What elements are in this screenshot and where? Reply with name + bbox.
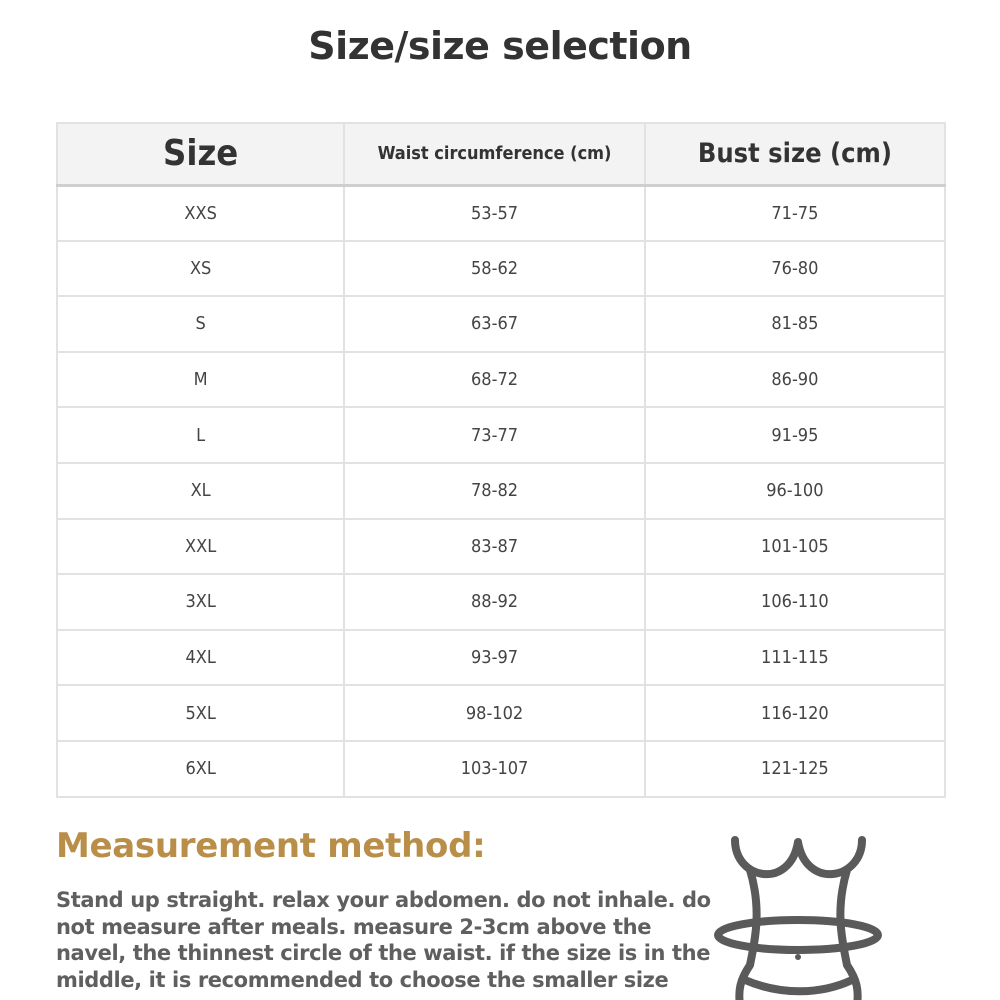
body-waist-measure-icon — [710, 820, 900, 1000]
cell-bust: 81-85 — [645, 296, 945, 352]
table-row — [57, 685, 945, 741]
table-row — [57, 463, 945, 519]
cell-size: S — [57, 296, 344, 352]
cell-size: 6XL — [57, 741, 344, 797]
cell-size: XS — [57, 241, 344, 297]
table-header-row — [57, 123, 945, 185]
cell-bust: 121-125 — [645, 741, 945, 797]
cell-waist: 68-72 — [344, 352, 644, 408]
table-row — [57, 185, 945, 241]
cell-size: XL — [57, 463, 344, 519]
cell-waist: 83-87 — [344, 519, 644, 575]
cell-bust: 111-115 — [645, 630, 945, 686]
cell-bust: 116-120 — [645, 685, 945, 741]
size-chart-table — [56, 122, 946, 798]
cell-waist: 58-62 — [344, 241, 644, 297]
cell-waist: 88-92 — [344, 574, 644, 630]
cell-size: 5XL — [57, 685, 344, 741]
page-title: Size/size selection — [308, 24, 692, 68]
cell-size: 3XL — [57, 574, 344, 630]
header-waist: Waist circumference (cm) — [344, 123, 644, 185]
cell-size: XXS — [57, 185, 344, 241]
table-row — [57, 741, 945, 797]
cell-bust: 76-80 — [645, 241, 945, 297]
table-row — [57, 241, 945, 297]
cell-bust: 101-105 — [645, 519, 945, 575]
table-row — [57, 574, 945, 630]
header-bust: Bust size (cm) — [645, 123, 945, 185]
table-row — [57, 407, 945, 463]
cell-size: M — [57, 352, 344, 408]
cell-waist: 63-67 — [344, 296, 644, 352]
cell-bust: 86-90 — [645, 352, 945, 408]
cell-waist: 53-57 — [344, 185, 644, 241]
header-size: Size — [57, 123, 344, 185]
cell-bust: 91-95 — [645, 407, 945, 463]
cell-waist: 73-77 — [344, 407, 644, 463]
cell-bust: 96-100 — [645, 463, 945, 519]
measurement-method-text: Stand up straight. relax your abdomen. do not inhale. do not measure after meals. measure 2-3cm above the navel, the thinnest circle of the waist. if the size is in the middle, it is recommended to choose the smaller size — [56, 888, 711, 992]
cell-size: L — [57, 407, 344, 463]
cell-size: 4XL — [57, 630, 344, 686]
table-row — [57, 630, 945, 686]
table-row — [57, 296, 945, 352]
table-row — [57, 519, 945, 575]
cell-bust: 71-75 — [645, 185, 945, 241]
table-row — [57, 352, 945, 408]
cell-waist: 78-82 — [344, 463, 644, 519]
measurement-method-title: Measurement method: — [56, 826, 486, 866]
cell-waist: 93-97 — [344, 630, 644, 686]
cell-size: XXL — [57, 519, 344, 575]
cell-bust: 106-110 — [645, 574, 945, 630]
cell-waist: 103-107 — [344, 741, 644, 797]
cell-waist: 98-102 — [344, 685, 644, 741]
